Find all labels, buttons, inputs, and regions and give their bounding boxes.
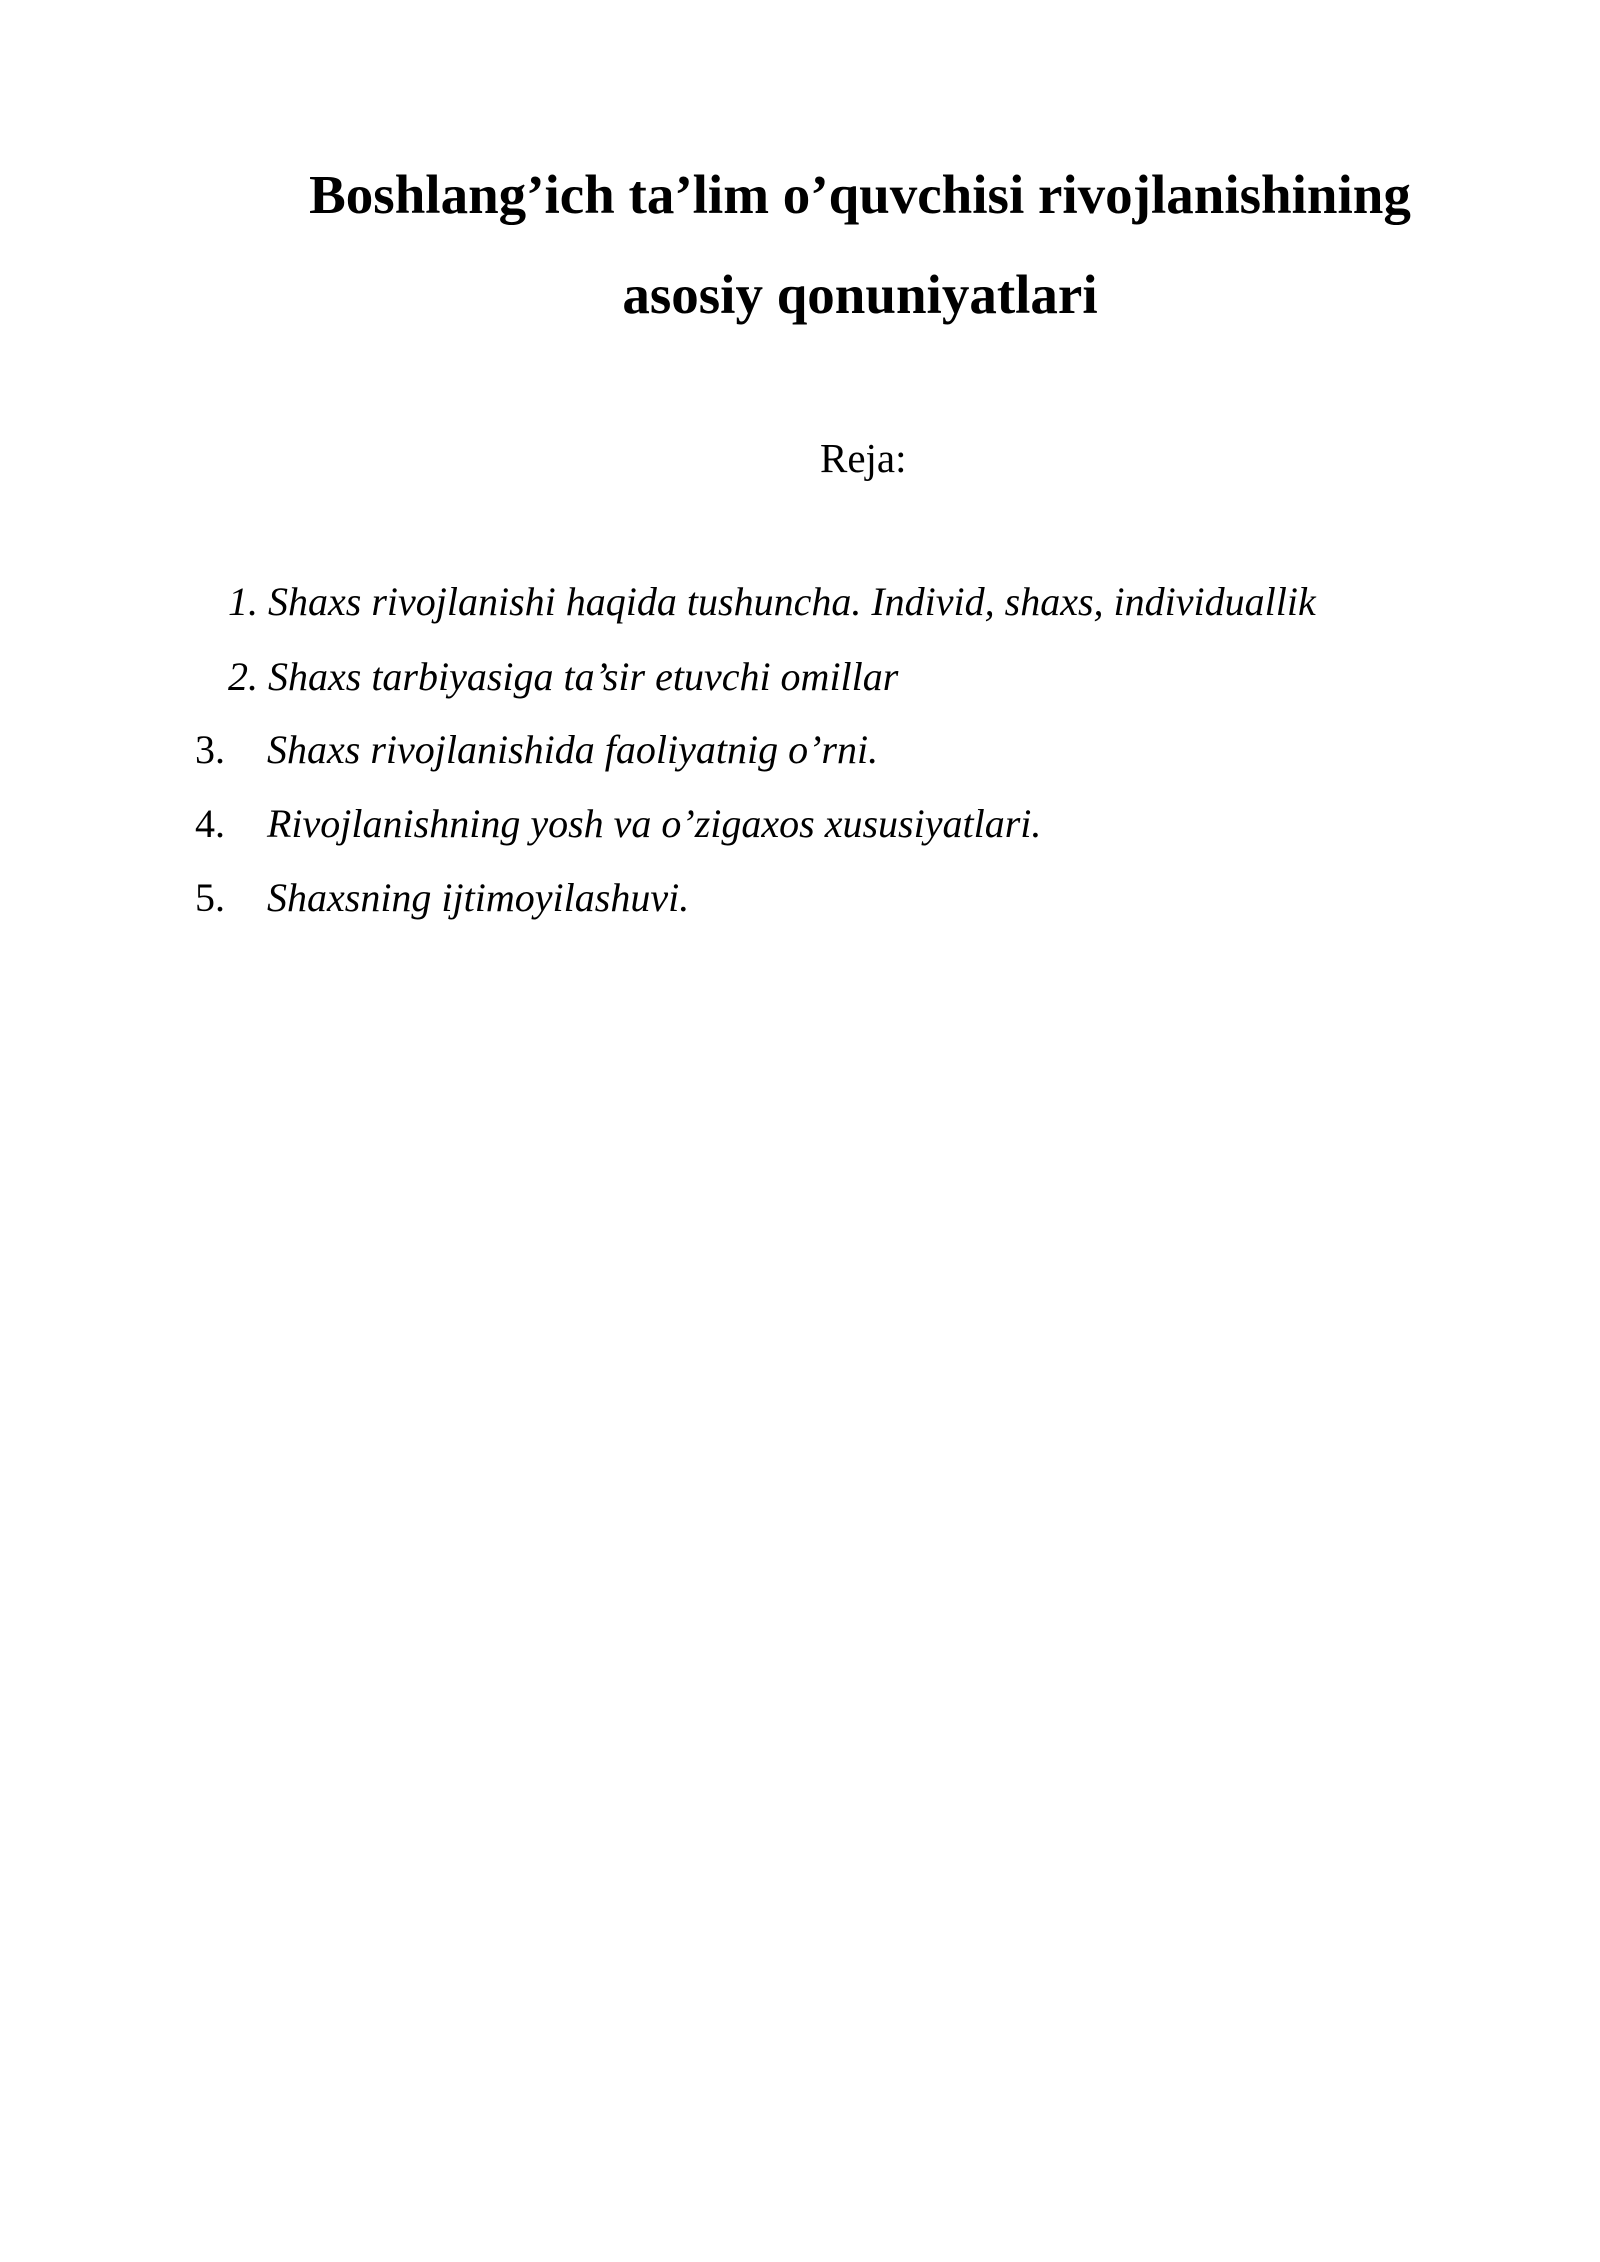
title-line-1: Boshlang’ich ta’lim o’quvchisi rivojlanishining: [309, 164, 1411, 225]
plan-item-number: 3.: [195, 727, 225, 772]
plan-item-2: [0, 647, 1600, 707]
plan-item-text: Shaxs rivojlanishida faoliyatnig o’rni.: [267, 727, 879, 772]
plan-item-text: Shaxsning ijtimoyilashuvi.: [267, 875, 690, 920]
plan-item-5: [0, 868, 1600, 928]
plan-item-text: 1. Shaxs rivojlanishi haqida tushuncha. Individ, shaxs, individuallik: [228, 579, 1316, 624]
plan-item-text: 2. Shaxs tarbiyasiga ta’sir etuvchi omillar: [228, 654, 899, 699]
plan-item-4: [0, 794, 1600, 854]
plan-item-number: 4.: [195, 801, 225, 846]
title-line-2: asosiy qonuniyatlari: [622, 264, 1098, 325]
plan-item-text: Rivojlanishning yosh va o’zigaxos xususiyatlari.: [267, 801, 1042, 846]
plan-item-3: [0, 720, 1600, 780]
plan-heading: Reja:: [820, 435, 907, 481]
plan-item-1: [0, 572, 1600, 632]
plan-item-number: 5.: [195, 875, 225, 920]
document-title: [250, 145, 1470, 345]
